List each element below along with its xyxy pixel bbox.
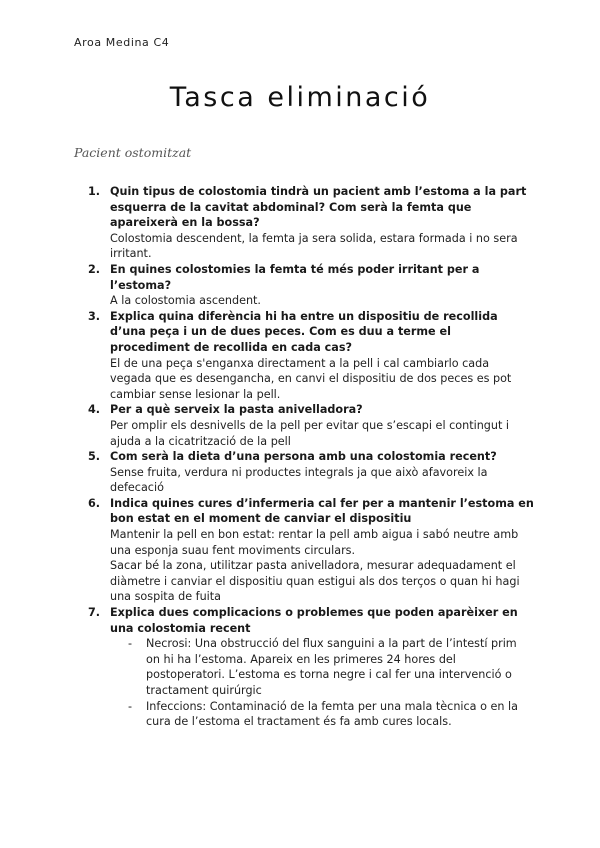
answer-text: Per omplir els desnivells de la pell per evitar que s’escapi el contingut i ajuda a la cicatrització de la pell xyxy=(110,418,510,448)
answer-text: El de una peça s'enganxa directament a la pell i cal cambiarlo cada vegada que es desengancha, en canvi el dispositiu de dos peces es pot cambiar sense lesionar la pell. xyxy=(110,356,512,401)
answer-text: Sense fruita, verdura ni productes integrals ja que això afavoreix la defecació xyxy=(110,465,488,495)
complication-text: Necrosi: Una obstrucció del flux sanguini a la part de l’intestí prim on hi ha l’estoma. Apareix en les primeres 24 hores del postoperatori. L’estoma es torna negre i cal fer una intervenció o tractament quirúrgic xyxy=(146,637,517,697)
answer-text: A la colostomia ascendent. xyxy=(110,294,261,308)
question-number: 1. xyxy=(88,185,101,198)
question-item xyxy=(74,262,534,309)
question-number: 6. xyxy=(88,496,101,510)
question-item xyxy=(74,309,534,403)
dash-bullet: - xyxy=(128,699,133,713)
question-text: En quines colostomies la femta té més poder irritant per a l’estoma? xyxy=(110,262,480,292)
question-item xyxy=(74,184,534,262)
question-list xyxy=(74,184,534,730)
complication-text: Infeccions: Contaminació de la femta per una mala tècnica o en la cura de l’estoma el tractament és fa amb cures locals. xyxy=(146,699,518,729)
question-text: Quin tipus de colostomia tindrà un pacient amb l’estoma a la part esquerra de la cavitat abdominal? Com serà la femta que apareixerà en la bossa? xyxy=(110,185,527,230)
answer-text: Colostomia descendent, la femta ja sera solida, estara formada i no sera irritant. xyxy=(110,231,518,261)
question-number: 5. xyxy=(88,450,101,464)
question-text: Per a què serveix la pasta anivelladora? xyxy=(110,403,363,417)
question-number: 2. xyxy=(88,262,101,276)
section-subtitle: Pacient ostomitzat xyxy=(74,145,192,160)
list-item xyxy=(110,699,534,730)
question-text: Indica quines cures d’infermeria cal fer per a mantenir l’estoma en bon estat en el moment de canviar el dispositiu xyxy=(110,496,534,526)
question-item xyxy=(74,496,534,605)
answer-text-continued: Sacar bé la zona, utilitzar pasta anivelladora, mesurar adequadament el diàmetre i canviar el dispositiu quan estigui als dos terços o quan hi hagi una sospita de fuita xyxy=(110,559,520,604)
list-item xyxy=(110,636,534,698)
dash-bullet: - xyxy=(128,637,133,651)
question-number: 4. xyxy=(88,403,101,417)
question-text: Explica dues complicacions o problemes que poden aparèixer en una colostomia recent xyxy=(110,606,518,635)
question-text: Com serà la dieta d’una persona amb una colostomia recent? xyxy=(110,450,497,464)
question-number: 7. xyxy=(88,606,101,620)
page-title: Tasca eliminació xyxy=(169,82,431,113)
question-number: 3. xyxy=(88,309,101,323)
answer-text: Mantenir la pell en bon estat: rentar la pell amb aigua i sabó neutre amb una esponja suau fent moviments circulars. xyxy=(110,528,519,557)
question-item xyxy=(74,402,534,449)
question-item xyxy=(74,449,534,496)
question-item xyxy=(74,605,534,730)
author-name: Aroa Medina C4 xyxy=(74,36,170,49)
complication-list xyxy=(110,636,534,730)
question-text: Explica quina diferència hi ha entre un dispositiu de recollida d’una peça i un de dues peces. Com es duu a terme el procediment de recollida en cada cas? xyxy=(110,309,498,354)
